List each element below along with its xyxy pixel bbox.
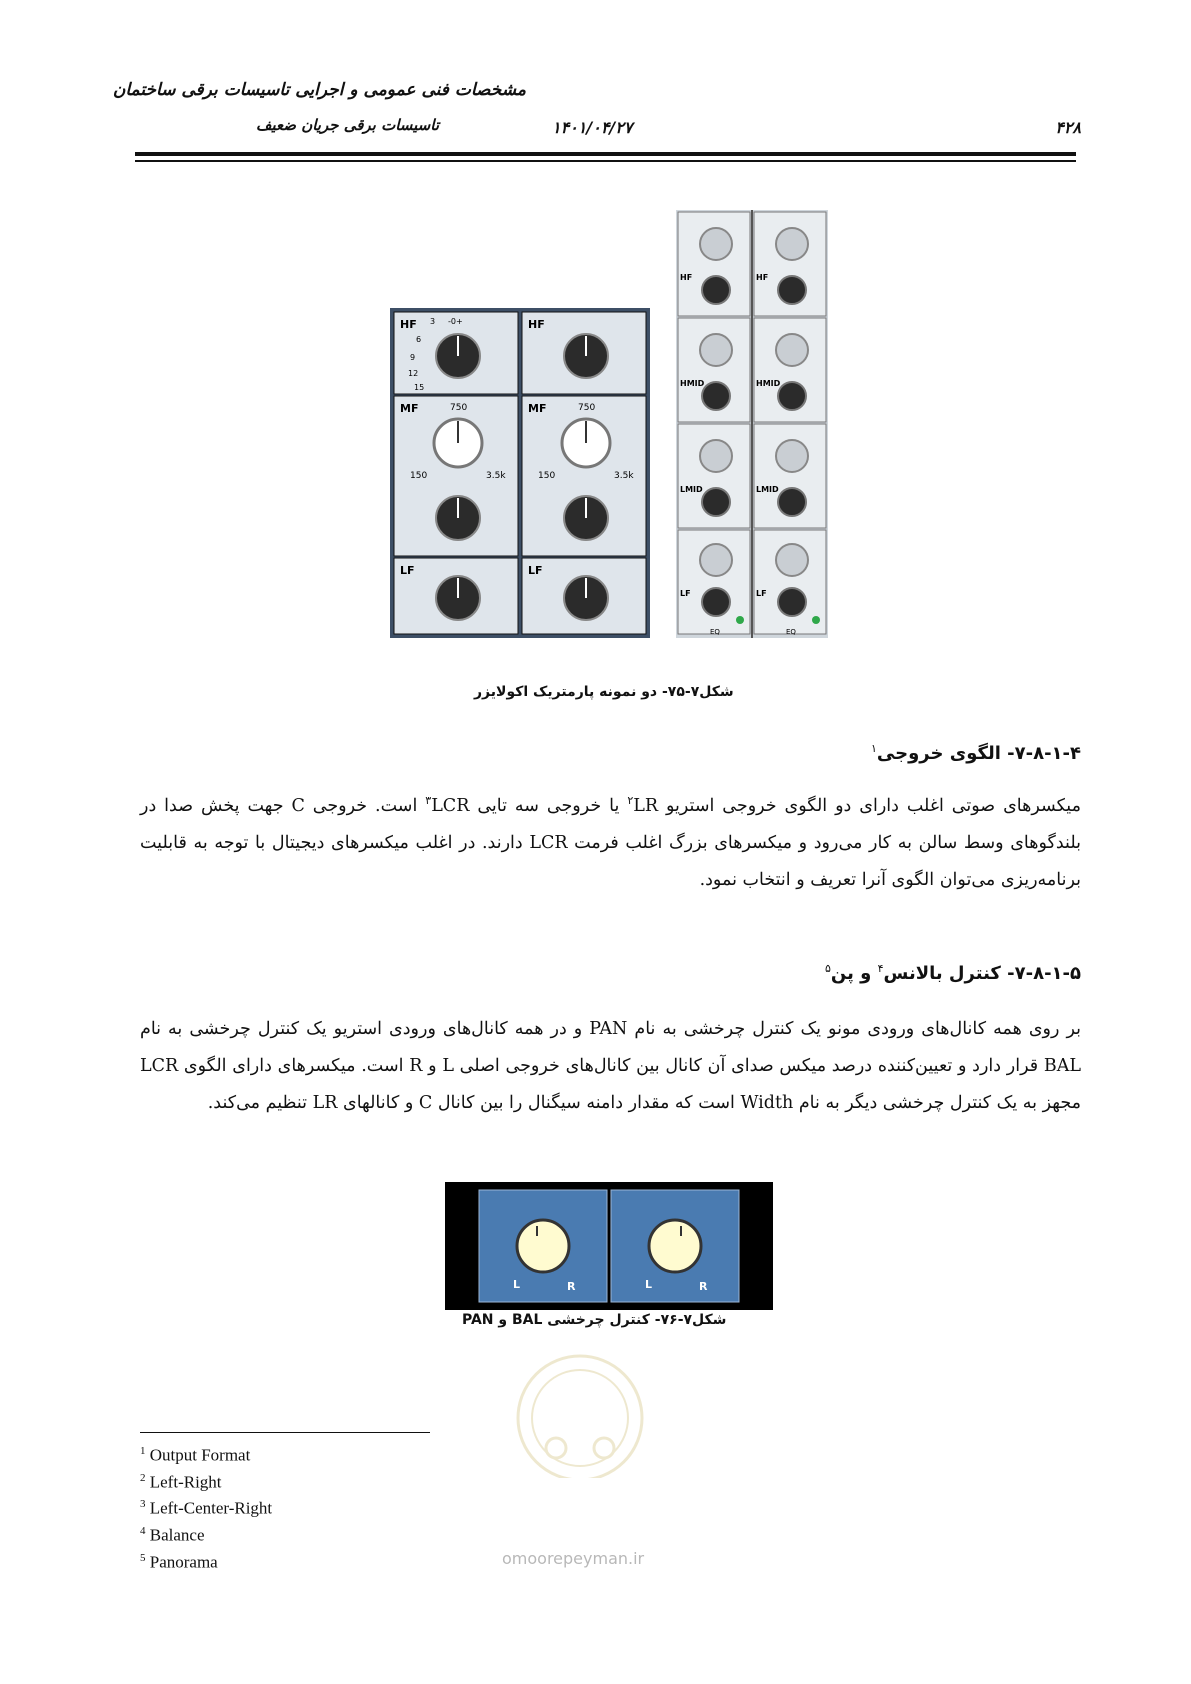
freq-label-3-5k: 3.5k [614,471,634,481]
parametric-eq-image-right [676,210,828,638]
band-label-lmid: LMID [680,485,703,494]
bal-left-label: L [513,1278,521,1291]
figure-75-caption: شکل۷-۷۵- دو نمونه پارمتریک اکولایزر [474,684,734,700]
band-label-lf: LF [756,589,767,598]
gain-label-3: 3 [430,317,436,326]
freq-label-750: 750 [578,403,596,413]
eq-4band-strip-2 [754,212,826,636]
gain-label-15: 15 [414,383,425,392]
heading-text: ۷-۸-۱-۵- کنترل بالانس [883,963,1081,984]
section-heading-output-format [871,742,1081,764]
freq-label-150: 150 [538,471,556,481]
document-title: مشخصات فنی عمومی و اجرایی تاسیسات برقی ساختمان [112,80,526,100]
pan-knob[interactable] [649,1220,701,1272]
footnote-rule [140,1432,430,1433]
pan-left-label: L [645,1278,653,1291]
footnote-2: $^2$ Left-Right [140,1471,222,1492]
watermark-logo [480,1338,680,1478]
footnote-5: $^5$ Panorama [140,1551,218,1572]
eq-switch-label: EQ [786,628,796,636]
eq-switch-label: EQ [710,628,720,636]
gain-label-9: 9 [410,353,416,362]
gain-label-0: -0+ [448,317,463,326]
footnote-3: $^3$ Left-Center-Right [140,1498,273,1518]
eq-strip-2 [522,312,646,634]
figure-76-caption: شکل۷-۷۶- کنترل چرخشی BAL و PAN [462,1312,727,1328]
watermark-url: omoorepeyman.ir [502,1549,645,1568]
bal-pan-knobs-image [445,1182,773,1310]
header-rule-thick [135,152,1076,156]
freq-label-150: 150 [410,471,428,481]
document-date: ۱۴۰۱/۰۴/۲۷ [552,118,633,137]
band-label-hf: HF [528,318,545,331]
band-label-mf: MF [528,402,547,415]
band-label-hf: HF [680,273,693,282]
gain-label-12: 12 [408,369,419,378]
footnotes [140,1440,272,1573]
paragraph-output-format: میکسرهای صوتی اغلب دارای دو الگوی خروجی استریو $LR^۲$ یا خروجی سه تایی LCR$^۳$ است. خروجی C جهت پخش صدا در بلندگوهای وسط سالن به کار می‌رود و میکسرهای بزرگ اغلب فرمت LCR دارند. در اغلب میکسرهای دیجیتال با توجه به قابلیت برنامه‌ریزی می‌توان الگوی آنرا تعریف و انتخاب نمود. [140,794,1081,890]
band-label-lf: LF [400,564,415,577]
band-label-hf: HF [400,318,417,331]
chapter-title: تاسیسات برقی جریان ضعیف [255,116,439,134]
parametric-eq-image-left [390,308,650,638]
bal-knob[interactable] [517,1220,569,1272]
band-label-hmid: HMID [680,379,705,388]
section-heading-balance-pan: ۷-۸-۱-۵- کنترل بالانس$^۴$ و پن$^۵$ [824,962,1081,984]
footnote-4: $^4$ Balance [140,1524,205,1545]
freq-label-3-5k: 3.5k [486,471,506,481]
pan-right-label: R [699,1280,708,1293]
band-label-hf: HF [756,273,769,282]
bal-right-label: R [567,1280,576,1293]
gain-label-6: 6 [416,335,422,344]
band-label-mf: MF [400,402,419,415]
footnote-ref: ۱ [870,742,877,755]
band-label-lmid: LMID [756,485,779,494]
band-label-lf: LF [680,589,691,598]
page-number: ۴۲۸ [1055,118,1081,137]
paragraph-balance-pan: بر روی همه کانال‌های ورودی مونو یک کنترل چرخشی به نام PAN و در همه کانال‌های ورودی استریو یک کنترل چرخشی به نام BAL قرار دارد و تعیین‌کننده درصد میکس صدای آن کانال بین کانال‌های خروجی اصلی L و R است. میکسرهای دارای الگوی LCR مجهز به یک کنترل چرخشی دیگر به نام Width است که مقدار دامنه سیگنال را بین کانال C و کانالهای LR تنظیم می‌کند. [140,1019,1081,1113]
footnote-1: $^1$ Output Format [140,1445,251,1465]
heading-text: ۷-۸-۱-۴- الگوی خروجی [876,743,1081,764]
eq-strip-1 [394,312,518,634]
eq-4band-strip-1 [678,212,750,636]
band-label-hmid: HMID [756,379,781,388]
header-rule-thin [135,160,1076,162]
band-label-lf: LF [528,564,543,577]
freq-label-750: 750 [450,403,468,413]
